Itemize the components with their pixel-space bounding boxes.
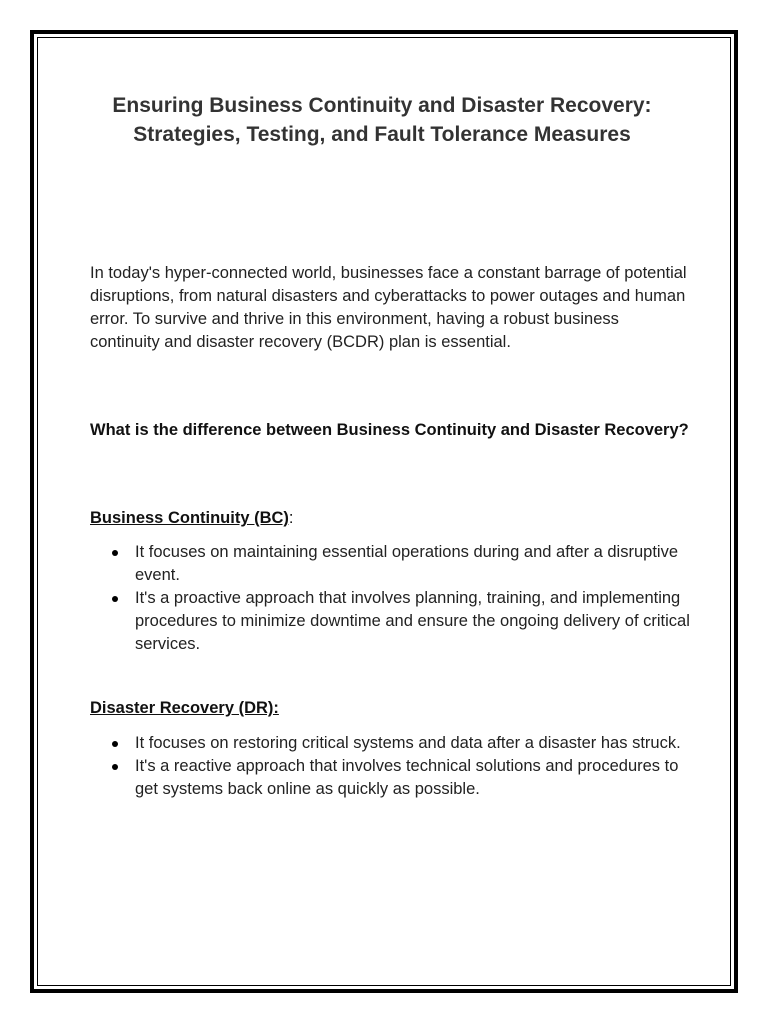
section-heading-bc-text: Business Continuity (BC) <box>90 509 289 527</box>
question-heading: What is the difference between Business Continuity and Disaster Recovery? <box>90 421 689 439</box>
list-item <box>90 587 690 656</box>
list-item-text: It focuses on restoring critical systems and data after a disaster has struck. <box>135 734 681 752</box>
list-item-text: It's a proactive approach that involves planning, training, and implementing procedures to minimize downtime and ensure the ongoing delivery of critical services. <box>135 589 690 653</box>
dr-bullet-list <box>90 732 690 801</box>
bc-bullet-list <box>90 541 690 656</box>
section-heading-bc <box>90 507 294 530</box>
list-item <box>90 755 690 801</box>
intro-paragraph: In today's hyper-connected world, businesses face a constant barrage of potential disruptions, from natural disasters and cyberattacks to power outages and human error. To survive and thrive in this environment, having a robust business continuity and disaster recovery (BCDR) plan is essential. <box>90 264 687 351</box>
list-item <box>90 732 690 755</box>
bullet-dot-icon <box>112 741 118 747</box>
document-title: Ensuring Business Continuity and Disaster Recovery: Strategies, Testing, and Fault Tolerance Measures <box>112 94 652 146</box>
list-item-text: It focuses on maintaining essential operations during and after a disruptive event. <box>135 543 678 584</box>
section-heading-bc-suffix: : <box>288 509 294 527</box>
list-item <box>90 541 690 587</box>
section-heading-dr <box>90 697 279 720</box>
bullet-dot-icon <box>112 596 118 602</box>
bullet-dot-icon <box>112 764 118 770</box>
bullet-dot-icon <box>112 550 118 556</box>
section-heading-dr-text: Disaster Recovery (DR): <box>90 699 279 717</box>
list-item-text: It's a reactive approach that involves technical solutions and procedures to get systems back online as quickly as possible. <box>135 757 679 798</box>
